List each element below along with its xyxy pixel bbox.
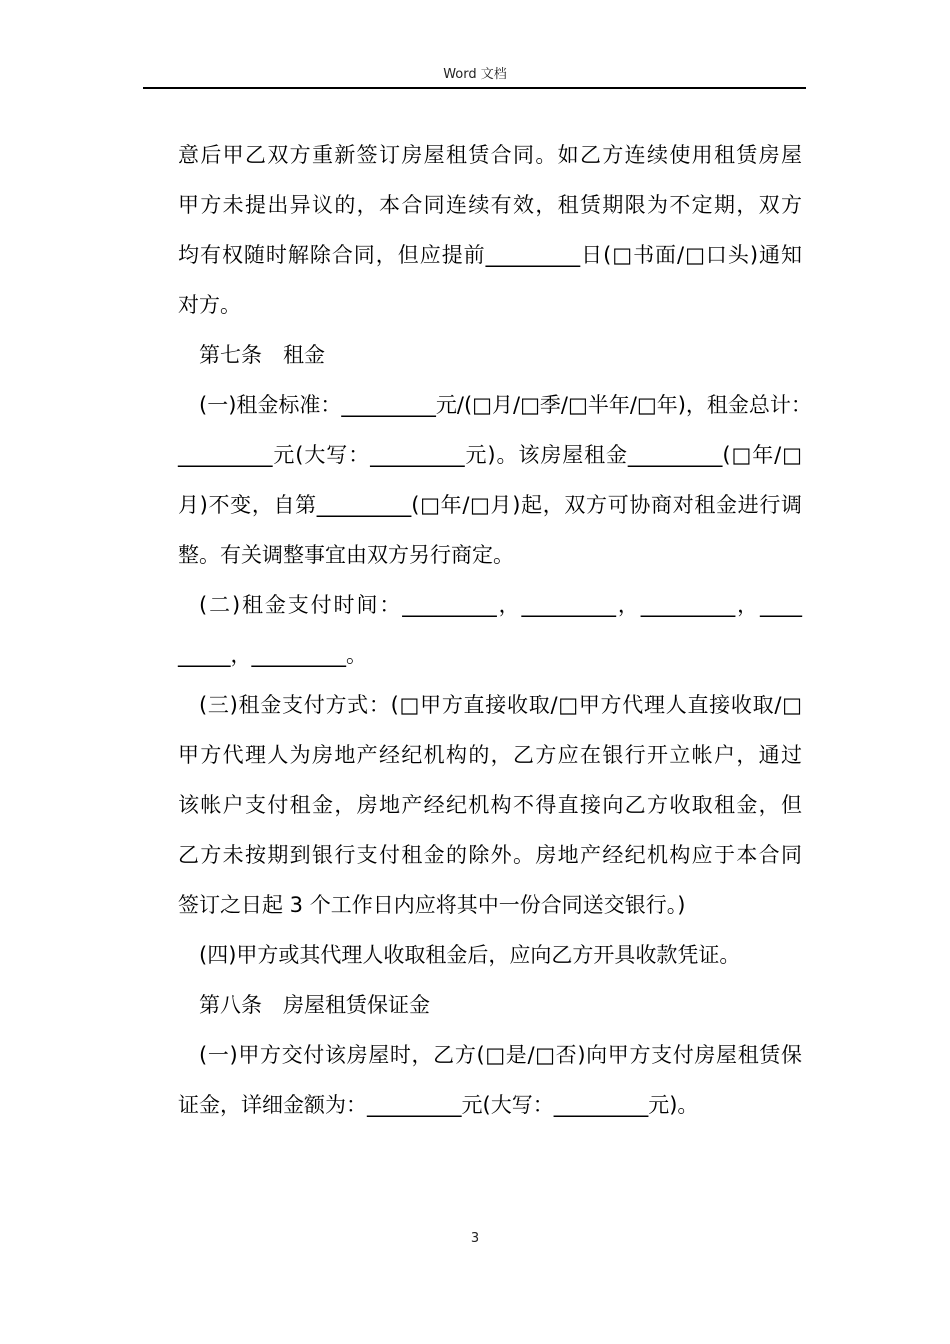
text-line: 月)不变，自第_________(□年/□月)起，双方可协商对租金进行调 bbox=[178, 493, 802, 517]
text-line: 该帐户支付租金，房地产经纪机构不得直接向乙方收取租金，但 bbox=[178, 793, 802, 817]
header-divider bbox=[143, 87, 806, 89]
text-line: (一)甲方交付该房屋时，乙方(□是/□否)向甲方支付房屋租赁保 bbox=[199, 1043, 802, 1067]
text-line: _________元(大写：_________元)。该房屋租金_________(□年/□ bbox=[178, 443, 802, 467]
text-line: 对方。 bbox=[178, 293, 241, 317]
document-body bbox=[178, 130, 812, 1130]
page-number: 3 bbox=[470, 1231, 480, 1246]
text-line: 签订之日起 3 个工作日内应将其中一份合同送交银行。) bbox=[178, 893, 686, 917]
text-line: 意后甲乙双方重新签订房屋租赁合同。如乙方连续使用租赁房屋 bbox=[178, 143, 802, 167]
text-line: (四)甲方或其代理人收取租金后，应向乙方开具收款凭证。 bbox=[199, 943, 741, 967]
text-line: 甲方未提出异议的，本合同连续有效，租赁期限为不定期，双方 bbox=[178, 193, 802, 217]
text-line: 均有权随时解除合同，但应提前_________日(□书面/□口头)通知 bbox=[178, 243, 802, 267]
text-line: 第七条 租金 bbox=[199, 343, 325, 367]
text-line: _____，_________。 bbox=[178, 643, 367, 667]
text-line: (三)租金支付方式：(□甲方直接收取/□甲方代理人直接收取/□ bbox=[199, 693, 802, 717]
text-line: (一)租金标准：_________元/(□月/□季/□半年/□年)，租金总计： bbox=[199, 393, 812, 417]
text-line: 整。有关调整事宜由双方另行商定。 bbox=[178, 543, 514, 567]
text-line: (二)租金支付时间：_________，_________，_________，____ bbox=[199, 593, 802, 617]
text-line: 第八条 房屋租赁保证金 bbox=[199, 993, 430, 1017]
text-line: 证金，详细金额为：_________元(大写：_________元)。 bbox=[178, 1093, 699, 1117]
page-header-title: Word 文档 bbox=[443, 67, 507, 82]
text-line: 乙方未按期到银行支付租金的除外。房地产经纪机构应于本合同 bbox=[178, 843, 802, 867]
text-line: 甲方代理人为房地产经纪机构的，乙方应在银行开立帐户，通过 bbox=[178, 743, 802, 767]
